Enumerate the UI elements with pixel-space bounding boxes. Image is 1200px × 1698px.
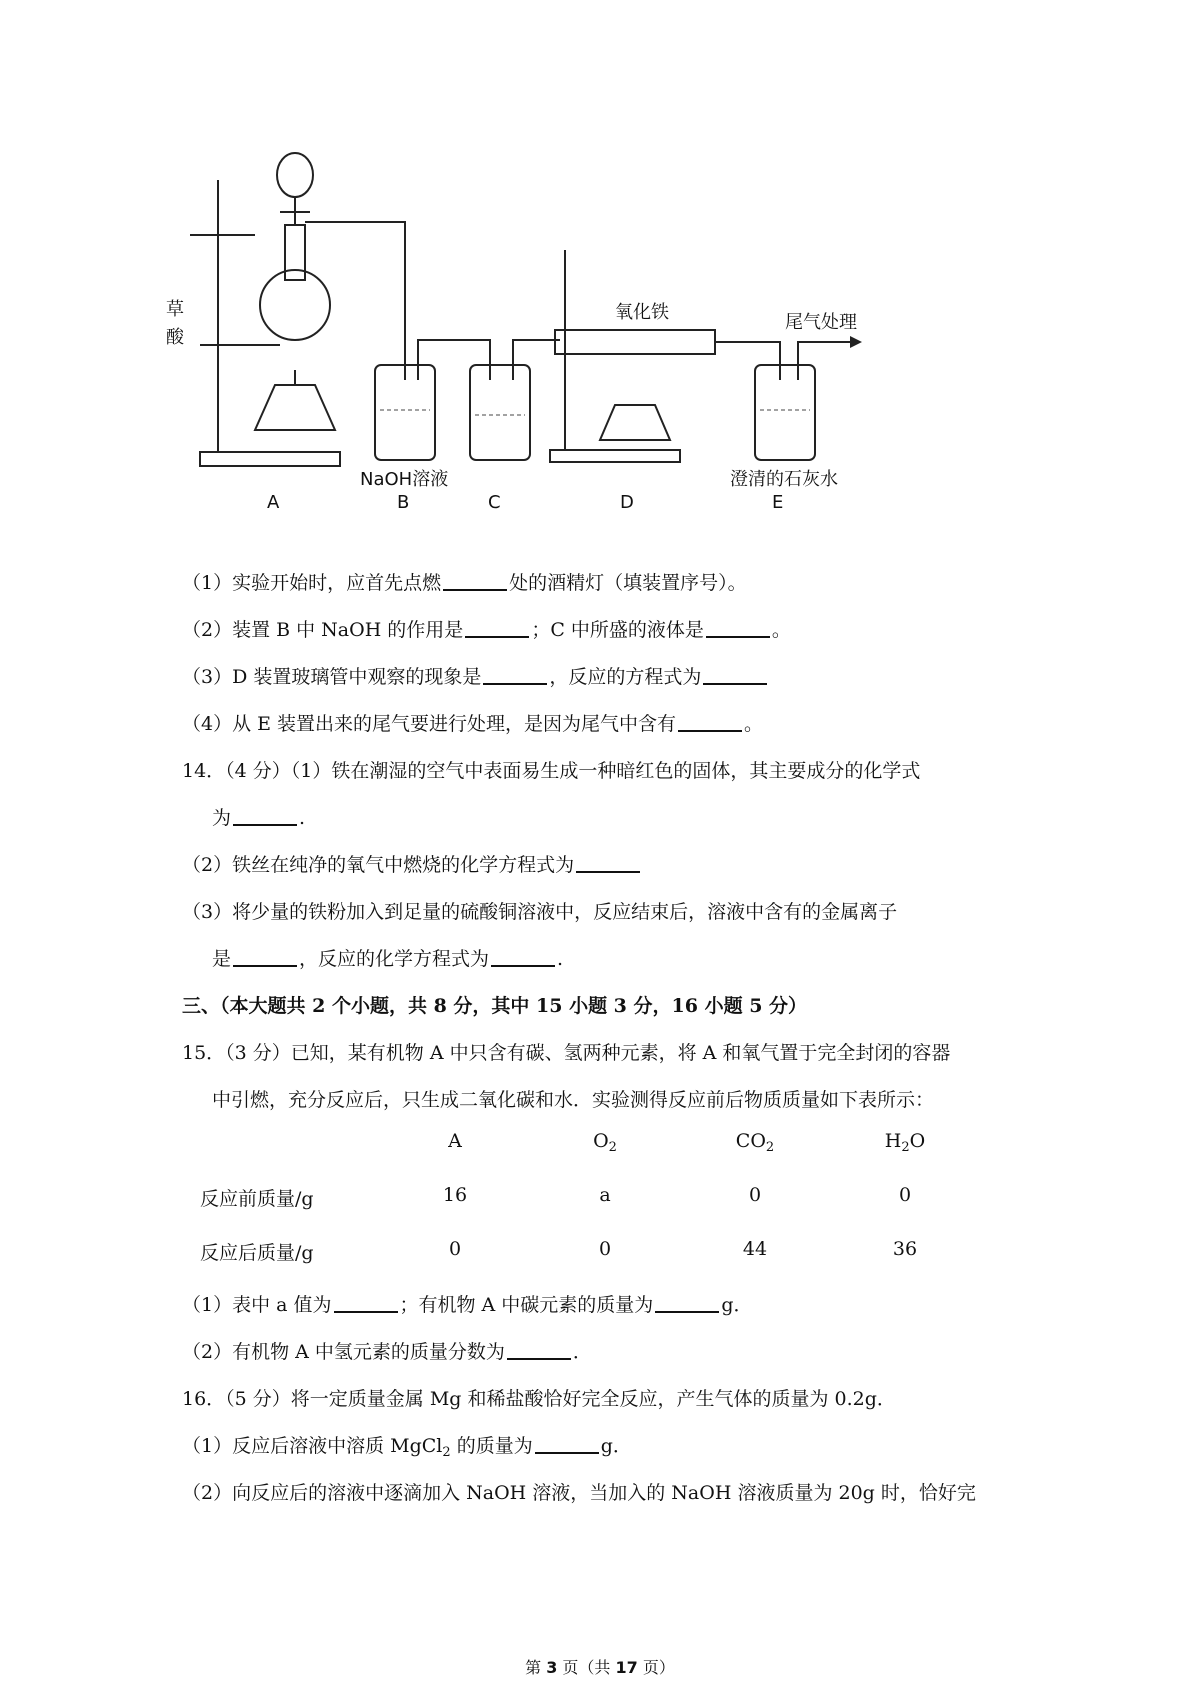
answer-blank[interactable]: [507, 1340, 571, 1360]
bottle-e: [755, 365, 815, 460]
q14-line5: [212, 944, 563, 974]
section-3-heading: 三、（本大题共 2 个小题，共 8 分，其中 15 小题 3 分，16 小题 5 分）: [182, 995, 808, 1017]
q13-part3: [182, 662, 769, 692]
answer-blank[interactable]: [678, 712, 742, 732]
table-row: [200, 1184, 940, 1214]
q15-p1-text-b: ；有机物 A 中碳元素的质量为: [399, 1294, 654, 1316]
apparatus-diagram: [160, 140, 960, 570]
answer-blank[interactable]: [483, 665, 547, 685]
answer-blank[interactable]: [703, 665, 767, 685]
header-O2: $O_2$: [593, 1130, 617, 1155]
q13-p4-text-a: （4）从 E 装置出来的尾气要进行处理，是因为尾气中含有: [182, 713, 677, 735]
answer-blank[interactable]: [706, 618, 770, 638]
table-cell: 0: [598, 1238, 612, 1260]
stand-base-a: [200, 452, 340, 466]
table-cell: 0: [448, 1238, 462, 1260]
q13-p1-text-a: （1）实验开始时，应首先点燃: [182, 572, 442, 594]
alcohol-lamp-d: [600, 405, 670, 440]
answer-blank[interactable]: [233, 806, 297, 826]
answer-blank[interactable]: [443, 571, 507, 591]
bottle-c: [470, 365, 530, 460]
label-A: A: [267, 492, 280, 513]
answer-blank[interactable]: [576, 853, 640, 873]
label-C: C: [488, 492, 501, 513]
q15-p2-text-b: ．: [572, 1341, 592, 1363]
q14-l3-text-a: （2）铁丝在纯净的氧气中燃烧的化学方程式为: [182, 854, 575, 876]
q15-line1: 15．（3 分）已知，某有机物 A 中只含有碳、氢两种元素，将 A 和氧气置于完全封闭的容器: [182, 1042, 951, 1064]
q14-l5-text-a: 是: [212, 948, 232, 970]
q14-line1: 14．（4 分）（1）铁在潮湿的空气中表面易生成一种暗红色的固体，其主要成分的化学式: [182, 760, 921, 782]
row-label: 反应前质量/g: [200, 1188, 314, 1210]
q14-l5-text-c: .: [557, 948, 564, 970]
q13-p2-text-c: 。: [771, 619, 791, 641]
table-cell: 0: [898, 1184, 912, 1206]
answer-blank[interactable]: [535, 1434, 599, 1454]
label-iron-oxide: 氧化铁: [615, 302, 669, 323]
separatory-funnel: [277, 153, 313, 197]
q15-part1: [182, 1290, 752, 1320]
label-limewater: 澄清的石灰水: [730, 469, 838, 490]
q14-l5-text-b: ，反应的化学方程式为: [299, 948, 490, 970]
q13-p1-text-b: 处的酒精灯（填装置序号）。: [509, 572, 747, 594]
q16-l2-text-b: 的质量为: [450, 1435, 533, 1457]
row-label: 反应后质量/g: [200, 1242, 314, 1264]
table-cell: 44: [742, 1238, 768, 1260]
table-cell: 36: [892, 1238, 918, 1260]
alcohol-lamp-a: [255, 385, 335, 430]
q16-line2: [182, 1431, 632, 1468]
q16-line1: 16．（5 分）将一定质量金属 Mg 和稀盐酸恰好完全反应，产生气体的质量为 0.2g．: [182, 1388, 896, 1410]
q16-l2-text-a: （1）反应后溶液中溶质 MgCl: [182, 1435, 443, 1457]
total-pages: 17: [615, 1658, 638, 1677]
q13-p3-text-a: （3）D 装置玻璃管中观察的现象是: [182, 666, 482, 688]
table-row: [200, 1238, 940, 1268]
exhaust-arrow-icon: [850, 336, 862, 348]
label-D: D: [620, 492, 634, 513]
table-cell: 0: [748, 1184, 762, 1206]
q13-p2-text-b: ；C 中所盛的液体是: [531, 619, 704, 641]
header-A: A: [448, 1130, 462, 1152]
answer-blank[interactable]: [233, 947, 297, 967]
glass-tube-d: [555, 330, 715, 354]
header-H2O: $H_2O$: [884, 1130, 926, 1155]
table-cell: 16: [442, 1184, 468, 1206]
answer-blank[interactable]: [465, 618, 529, 638]
answer-blank[interactable]: [655, 1293, 719, 1313]
q14-line2: [212, 803, 305, 833]
q14-line3: [182, 850, 642, 880]
q14-l2-text-a: 为: [212, 807, 232, 829]
q13-p2-text-a: （2）装置 B 中 NaOH 的作用是: [182, 619, 464, 641]
q16-l2-text-c: g．: [600, 1435, 632, 1457]
q14-l2-text-b: .: [299, 807, 306, 829]
page-number: 3: [546, 1658, 558, 1677]
q14-line4: （3）将少量的铁粉加入到足量的硫酸铜溶液中，反应结束后，溶液中含有的金属离子: [182, 901, 898, 923]
q15-p2-text-a: （2）有机物 A 中氢元素的质量分数为: [182, 1341, 505, 1363]
label-E: E: [772, 492, 784, 513]
stand-base-d: [550, 450, 680, 462]
q13-part1: [182, 568, 747, 598]
table-cell: a: [599, 1184, 611, 1206]
page-footer: 第 3 页（共 17 页）: [525, 1658, 675, 1677]
q13-p3-text-b: ，反应的方程式为: [549, 666, 702, 688]
label-exhaust: 尾气处理: [785, 312, 857, 333]
q13-part4: [182, 709, 763, 739]
q16-l2-sub: 2: [442, 1445, 451, 1460]
label-grass-acid-2: 酸: [166, 327, 184, 348]
q13-p4-text-b: 。: [744, 713, 764, 735]
table-header-row: [200, 1130, 940, 1160]
label-naoh: NaOH溶液: [360, 469, 449, 490]
answer-blank[interactable]: [491, 947, 555, 967]
q15-line2: 中引燃，充分反应后，只生成二氧化碳和水．实验测得反应前后物质质量如下表所示：: [212, 1089, 935, 1111]
q13-part2: [182, 615, 791, 645]
q16-line3: （2）向反应后的溶液中逐滴加入 NaOH 溶液，当加入的 NaOH 溶液质量为 20g 时，恰好完: [182, 1482, 976, 1504]
answer-blank[interactable]: [334, 1293, 398, 1313]
label-B: B: [397, 492, 410, 513]
label-grass-acid-1: 草: [166, 299, 184, 320]
q15-part2: [182, 1337, 592, 1367]
q15-p1-text-a: （1）表中 a 值为: [182, 1294, 332, 1316]
q15-p1-text-c: g．: [721, 1294, 753, 1316]
header-CO2: $CO_2$: [735, 1130, 775, 1155]
